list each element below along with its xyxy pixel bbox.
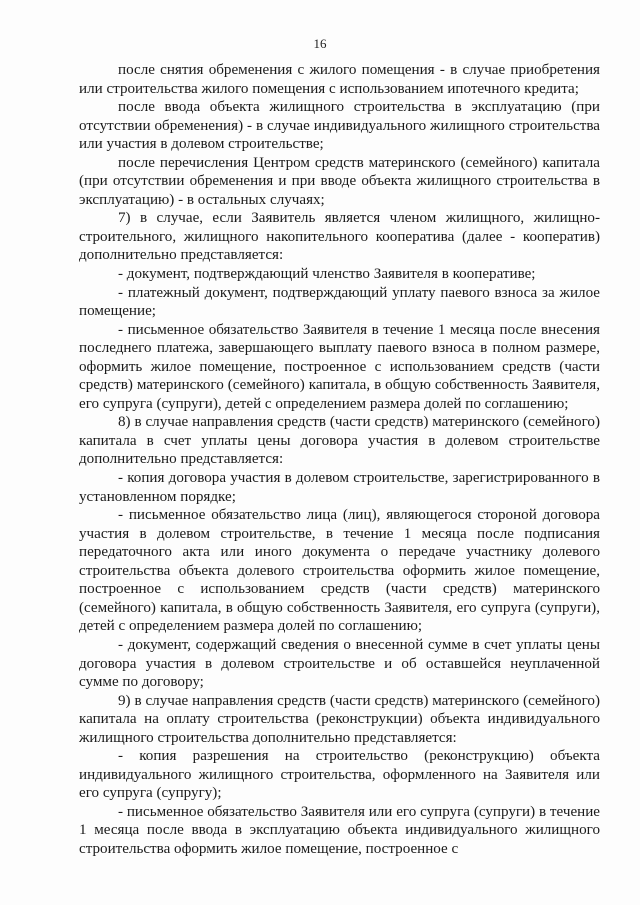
paragraph-paid-amount-document: - документ, содержащий сведения о внесенной сумме в счет уплаты цены договора участия в долевом строительстве и об оставшейся неуплаченной сумме по договору; xyxy=(79,636,600,691)
paragraph-item-8: 8) в случае направления средств (части средств) материнского (семейного) капитала в счет уплаты цены договора участия в долевом строительстве дополнительно представляется: xyxy=(79,414,600,468)
paragraph-membership-document: - документ, подтверждающий членство Заявителя в кооперативе; xyxy=(118,266,536,283)
paragraph-after-transfer: после перечисления Центром средств материнского (семейного) капитала (при отсутствии обременения и при вводе объекта жилищного строительства в эксплуатацию) - в остальных случаях; xyxy=(79,154,600,208)
paragraph-payment-document: - платежный документ, подтверждающий уплату паевого взноса за жилое помещение; xyxy=(79,284,600,320)
paragraph-release-encumbrance: после снятия обременения с жилого помещения - в случае приобретения или строительства жилого помещения с использованием ипотечного кредита; xyxy=(79,62,600,97)
document-body xyxy=(79,61,600,859)
paragraph-written-obligation-developer: - письменное обязательство лица (лиц), являющегося стороной договора участия в долевом строительстве, в течение 1 месяца после подписания передаточного акта или иного документа о передаче участнику долевого строительства объекта долевого строительства оформить жилое помещение, построенное с использованием средств (части средств) материнского (семейного) капитала, в общую собственность Заявителя, его супруга (супруги), детей с определением размера долей по соглашению; xyxy=(79,507,600,635)
paragraph-permit-copy: - копия разрешения на строительство (реконструкцию) объекта индивидуального жилищного строительства, оформленного на Заявителя или его супруга (супругу); xyxy=(79,748,600,802)
paragraph-item-9: 9) в случае направления средств (части средств) материнского (семейного) капитала на оплату строительства (реконструкции) объекта индивидуального жилищного строительства дополнительно представляется: xyxy=(79,692,600,746)
paragraph-contract-copy: - копия договора участия в долевом строительстве, зарегистрированного в установленном порядке; xyxy=(79,470,600,505)
paragraph-after-commissioning: после ввода объекта жилищного строительства в эксплуатацию (при отсутствии обременения) - в случае индивидуального жилищного строительства или участия в долевом строительстве; xyxy=(79,99,600,153)
paragraph-written-obligation-coop: - письменное обязательство Заявителя в течение 1 месяца после внесения последнего платежа, завершающего выплату паевого взноса в полном размере, оформить жилое помещение, построенное с использованием средств (части средств) материнского (семейного) капитала, в общую собственность Заявителя, его супруга (супруги), детей с определением размера долей по соглашению; xyxy=(79,321,600,412)
paragraph-written-obligation-applicant: - письменное обязательство Заявителя или его супруга (супруги) в течение 1 месяца после ввода в эксплуатацию объекта индивидуального жилищного строительства оформить жилое помещение, построенное с xyxy=(79,803,600,857)
paragraph-item-7: 7) в случае, если Заявитель является членом жилищного, жилищно-строительного, жилищного накопительного кооператива (далее - кооператив) дополнительно представляется: xyxy=(79,210,600,264)
page-number: 16 xyxy=(313,36,327,51)
